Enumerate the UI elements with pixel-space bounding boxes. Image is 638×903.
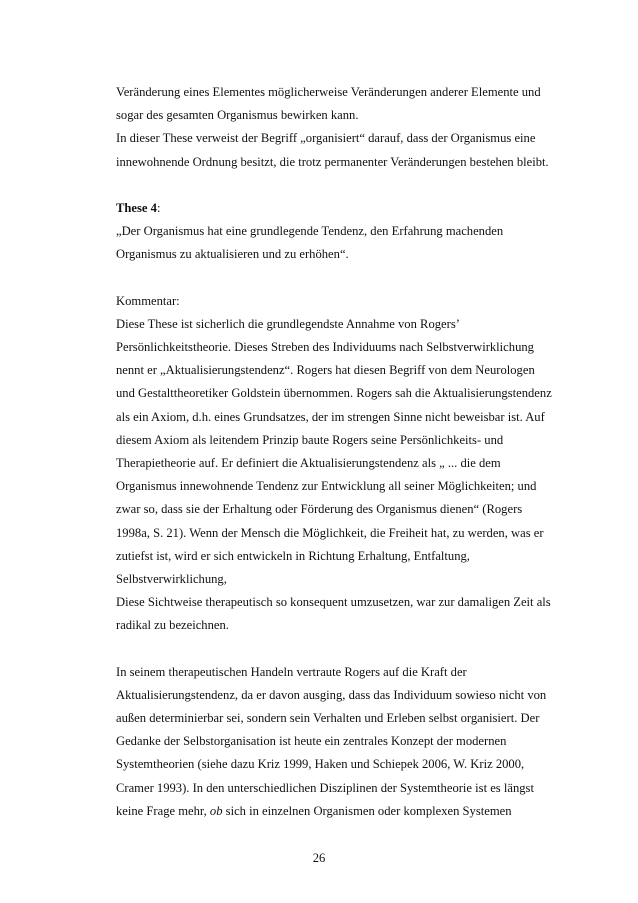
text-line: Organismus zu aktualisieren und zu erhöhen“. — [116, 247, 349, 262]
text-line: innewohnende Ordnung besitzt, die trotz permanenter Veränderungen bestehen bleibt. — [116, 154, 549, 169]
text-run: sich in einzelnen Organismen oder komplexen Systemen — [222, 803, 512, 818]
paragraph-gap — [116, 638, 568, 661]
text-line: Cramer 1993). In den unterschiedlichen Disziplinen der Systemtheorie ist es längst — [116, 780, 534, 795]
text-line: 1998a, S. 21). Wenn der Mensch die Möglichkeit, die Freiheit hat, zu werden, was er — [116, 525, 544, 540]
text-line: „Der Organismus hat eine grundlegende Tendenz, den Erfahrung machenden — [116, 224, 504, 239]
text-line: Veränderung eines Elementes möglicherweise Veränderungen anderer Elemente und — [116, 85, 541, 99]
paragraph-gap — [116, 174, 568, 197]
text-line: Aktualisierungstendenz, da er davon ausging, dass das Individuum sowieso nicht von — [116, 687, 547, 702]
text-line: diesem Axiom als leitendem Prinzip baute Rogers seine Persönlichkeits- und — [116, 432, 504, 447]
kommentar-label: Kommentar: — [116, 293, 180, 308]
text-line: Diese Sichtweise therapeutisch so konsequent umzusetzen, war zur damaligen Zeit als — [116, 595, 551, 610]
text-run: keine Frage mehr, — [116, 803, 210, 818]
text-line: Selbstverwirklichung, — [116, 571, 227, 586]
text-line: In dieser These verweist der Begriff „organisiert“ darauf, dass der Organismus eine — [116, 131, 536, 146]
text-line: als ein Axiom, d.h. eines Grundsatzes, der im strengen Sinne nicht beweisbar ist. Auf — [116, 409, 545, 424]
body-text — [116, 81, 568, 823]
text-line: Diese These ist sicherlich die grundlegendste Annahme von Rogers’ — [116, 316, 460, 331]
these-4-heading: These 4 — [116, 200, 157, 215]
text-line: Gedanke der Selbstorganisation ist heute ein zentrales Konzept der modernen — [116, 734, 507, 749]
these-4-heading-line — [116, 197, 568, 220]
page-number: 26 — [312, 851, 326, 865]
text-line — [116, 800, 568, 823]
heading-colon: : — [156, 200, 161, 215]
text-line: Systemtheorien (siehe dazu Kriz 1999, Haken und Schiepek 2006, W. Kriz 2000, — [116, 757, 525, 772]
text-line: In seinem therapeutischen Handeln vertraute Rogers auf die Kraft der — [116, 664, 467, 679]
italic-word: ob — [209, 803, 223, 818]
text-line: Organismus innewohnende Tendenz zur Entwicklung all seiner Möglichkeiten; und — [116, 479, 537, 494]
paragraph-gap — [116, 267, 568, 290]
text-line: sogar des gesamten Organismus bewirken kann. — [116, 108, 359, 123]
text-line: zutiefst ist, wird er sich entwickeln in Richtung Erhaltung, Entfaltung, — [116, 548, 470, 563]
text-line: außen determinierbar sei, sondern sein Verhalten und Erleben selbst organisiert. Der — [116, 711, 540, 726]
text-line: Therapietheorie auf. Er definiert die Aktualisierungstendenz als „ ... die dem — [116, 456, 501, 470]
text-line: und Gestalttheoretiker Goldstein übernommen. Rogers sah die Aktualisierungstendenz — [116, 386, 552, 401]
text-line: radikal zu bezeichnen. — [116, 618, 229, 633]
text-line: nennt er „Aktualisierungstendenz“. Rogers hat diesen Begriff von dem Neurologen — [116, 363, 535, 378]
text-line: zwar so, dass sie der Erhaltung oder Förderung des Organismus dienen“ (Rogers — [116, 502, 523, 517]
text-line: Persönlichkeitstheorie. Dieses Streben des Individuums nach Selbstverwirklichung — [116, 340, 534, 355]
